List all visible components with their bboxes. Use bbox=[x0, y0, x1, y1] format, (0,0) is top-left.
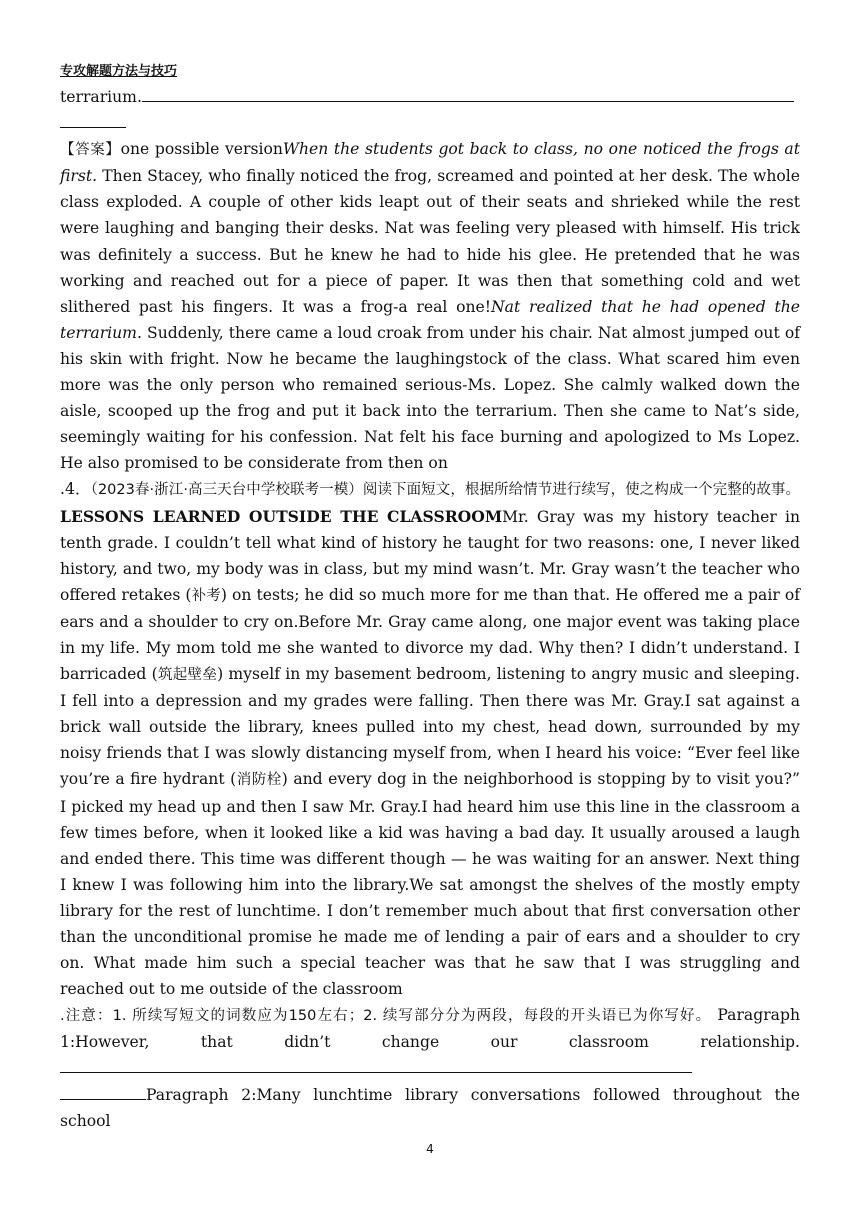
blank-line-continuation bbox=[60, 110, 800, 136]
question-instruction: （2023春·浙江·高三天台中学校联考一模）阅读下面短文，根据所给情节进行续写，使之构成一个完整的故事。 bbox=[90, 482, 800, 499]
paragraph-1-prompt: Paragraph 1:However, that didn’t change our classroom relationship. bbox=[60, 1006, 800, 1052]
paragraph-2-prompt: Paragraph 2:Many lunchtime library conversations followed throughout the school bbox=[60, 1085, 800, 1130]
version-text: one possible version bbox=[120, 140, 283, 159]
answer-paragraph bbox=[60, 136, 800, 476]
gloss-hydrant: 消防栓 bbox=[236, 772, 282, 789]
paragraph-1-blank-short bbox=[60, 1098, 146, 1100]
passage-part-3: ) myself in my basement bedroom, listening to angry music and sleeping. I fell into a depression and my grades were falling. Then there was Mr. Gray.I sat against a brick wall outside the library, knees pulled into my chest, head down, surrounded by my noisy friends that I was slowly distancing myself from, when I heard his voice: “Ever feel like you’re a fire hydrant ( bbox=[60, 665, 800, 789]
gloss-barricade: 筑起壁垒 bbox=[157, 667, 218, 684]
notice-paragraph bbox=[60, 1002, 800, 1081]
answer-body-2: Suddenly, there came a loud croak from under his chair. Nat almost jumped out of his skin with fright. Now he became the laughingstock of the class. What scared him even more was the only person who remained serious-Ms. Lopez. She calmly walked down the aisle, scooped up the frog and put it back into the terrarium. Then she came to Nat’s side, seemingly waiting for his confession. Nat felt his face burning and apologized to Ms Lopez. He also promised to be considerate from then on bbox=[60, 323, 800, 473]
terrarium-text: terrarium. bbox=[60, 88, 142, 106]
italic-opening-sentence: When the students got back to class, no one noticed the frogs at first. bbox=[60, 140, 800, 186]
page-header: 专攻解题方法与技巧 bbox=[60, 64, 178, 79]
passage-part-4: ) and every dog in the neighborhood is stopping by to visit you?” I picked my head up and then I saw Mr. Gray.I had heard him use this line in the classroom a few times before, when it looked like a kid was having a bad day. It usually aroused a laugh and ended there. This time was different though — he was waiting for an answer. Next thing I knew I was following him into the library.We sat amongst the shelves of the mostly empty library for the rest of lunchtime. I don’t remember much about that first conversation other than the unconditional promise he made me of lending a pair of ears and a shoulder to cry on. What made him such a special teacher was that he saw that I was struggling and reached out to me outside of the classroom bbox=[60, 770, 800, 999]
paragraph-2-line bbox=[60, 1082, 800, 1134]
answer-blank-line bbox=[142, 100, 794, 102]
passage-part-1: Mr. Gray was my history teacher in tenth grade. I couldn’t tell what kind of history he taught for two reasons: one, I never liked history, and two, my body was in class, but my mind wasn’t. Mr. Gray wasn’t the teacher who offered retakes ( bbox=[60, 507, 800, 604]
terrarium-line bbox=[60, 84, 800, 110]
page-number: 4 bbox=[426, 1142, 434, 1156]
answer-blank-short bbox=[60, 126, 126, 128]
answer-body-1: Then Stacey, who finally noticed the frog, screamed and pointed at her desk. The whole class exploded. A couple of other kids leapt out of their seats and shrieked while the rest were laughing and banging their desks. Nat was feeling very pleased with himself. His trick was definitely a success. But he knew he had to hide his glee. He pretended that he was working and reached out for a piece of paper. It was then that something cold and wet slithered past his fingers. It was a frog-a real one! bbox=[60, 167, 800, 316]
answer-label: 【答案】 bbox=[60, 142, 121, 159]
passage-title: LESSONS LEARNED OUTSIDE THE CLASSROOM bbox=[60, 506, 503, 526]
paragraph-1-blank-line bbox=[60, 1071, 692, 1073]
notice-item-2: 2. 续写部分分为两段，每段的开头语已为你写好。 bbox=[363, 1008, 712, 1025]
question-4-paragraph bbox=[60, 476, 800, 1002]
notice-label: .注意： bbox=[60, 1008, 113, 1025]
italic-middle-sentence: Nat realized that he had opened the terrarium. bbox=[60, 297, 800, 342]
notice-item-1: 1. 所续写短文的词数应为150左右； bbox=[112, 1008, 364, 1025]
gloss-retake: 补考 bbox=[191, 587, 221, 604]
question-number: .4． bbox=[60, 480, 91, 499]
document-body bbox=[60, 84, 800, 1134]
passage-part-2: ) on tests; he did so much more for me than that. He offered me a pair of ears and a shoulder to cry on.Before Mr. Gray came along, one major event was taking place in my life. My mom told me she wanted to divorce my dad. Why then? I didn’t understand. I barricaded ( bbox=[60, 585, 800, 684]
